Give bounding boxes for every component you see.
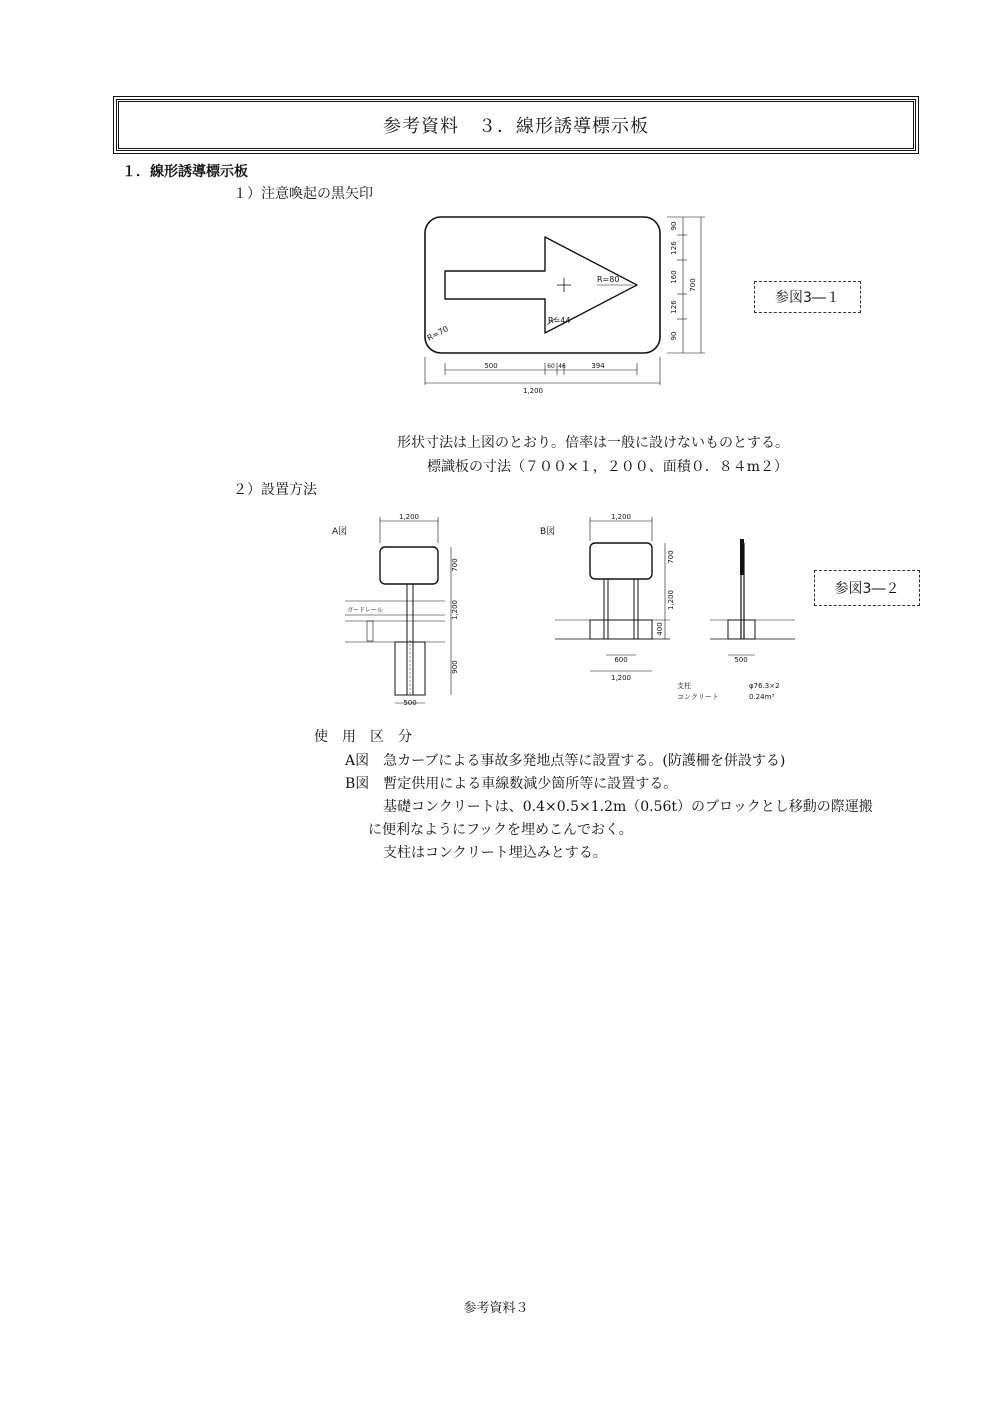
dim-h-2: 60 xyxy=(547,363,555,370)
b-foundation-height: 400 xyxy=(656,622,664,636)
dim-v-1: 90 xyxy=(670,221,678,231)
a-post-length: 1,200 xyxy=(451,599,459,621)
usage-b-line3: 支柱はコンクリート埋込みとする。 xyxy=(383,845,607,861)
b-inner-width: 600 xyxy=(614,656,628,664)
spec-concrete-value: 0.24m³ xyxy=(749,693,775,701)
usage-heading: 使 用 区 分 xyxy=(314,729,412,745)
b-height: 700 xyxy=(667,550,675,564)
usage-b-line1: 基礎コンクリートは、0.4×0.5×1.2m（0.56t）のブロックとし移動の際運搬 xyxy=(383,799,873,815)
side-base-width: 500 xyxy=(734,656,748,664)
spec-post-label: 支柱 xyxy=(677,682,691,690)
dim-h-1: 500 xyxy=(484,362,498,370)
usage-b: B図 暫定供用による車線数減少箇所等に設置する。 xyxy=(345,776,678,792)
reference-figure-3-2: 参図3―２ xyxy=(814,570,920,606)
a-sign-plate xyxy=(380,547,438,584)
dim-total-height: 700 xyxy=(689,278,697,292)
dim-h-3: 46 xyxy=(558,363,566,370)
b-post-length: 1,200 xyxy=(667,589,675,611)
r44-label: R=44 xyxy=(548,316,571,325)
dim-v-4: 126 xyxy=(670,300,678,314)
section-heading: １．線形誘導標示板 xyxy=(122,164,248,180)
dim-v-3: 160 xyxy=(670,270,678,284)
caption-line-2: 標識板の寸法（７００×１，２００、面積０．８４m２） xyxy=(427,459,789,475)
a-depth: 900 xyxy=(451,660,459,674)
a-width: 1,200 xyxy=(398,513,420,521)
r70-label: R=70 xyxy=(425,324,450,343)
r80-label: R=80 xyxy=(597,275,620,284)
installation-figure xyxy=(325,505,815,710)
dim-total-width: 1,200 xyxy=(522,387,544,395)
dim-v-5: 90 xyxy=(670,331,678,341)
arrow-sign-figure xyxy=(405,205,715,400)
b-outer-width: 1,200 xyxy=(610,674,632,682)
b-width: 1,200 xyxy=(610,513,632,521)
figure-b-label: B図 xyxy=(540,527,556,537)
subsection-installation: ２）設置方法 xyxy=(233,482,317,498)
a-guardrail-label: ガードレール xyxy=(347,607,383,614)
spec-concrete-label: コンクリート xyxy=(677,693,719,701)
figure-a-label: A図 xyxy=(332,527,348,537)
dim-v-2: 126 xyxy=(670,241,678,255)
page-title: 参考資料 ３．線形誘導標示板 xyxy=(116,99,916,151)
a-height: 700 xyxy=(451,558,459,572)
a-base-width: 500 xyxy=(403,699,417,707)
spec-post-value: φ76.3×2 xyxy=(749,682,780,690)
dim-h-4: 394 xyxy=(591,362,605,370)
b-sign-plate xyxy=(590,543,652,579)
page-footer: 参考資料３ xyxy=(463,1301,529,1316)
subsection-arrow: １）注意喚起の黒矢印 xyxy=(233,186,373,202)
caption-line-1: 形状寸法は上図のとおり。倍率は一般に設けないものとする。 xyxy=(397,435,789,451)
usage-a: A図 急カーブによる事故多発地点等に設置する。(防護柵を併設する) xyxy=(345,753,786,769)
usage-b-line2: に便利なようにフックを埋めこんでおく。 xyxy=(368,822,633,838)
reference-figure-3-1: 参図3―１ xyxy=(754,281,861,313)
